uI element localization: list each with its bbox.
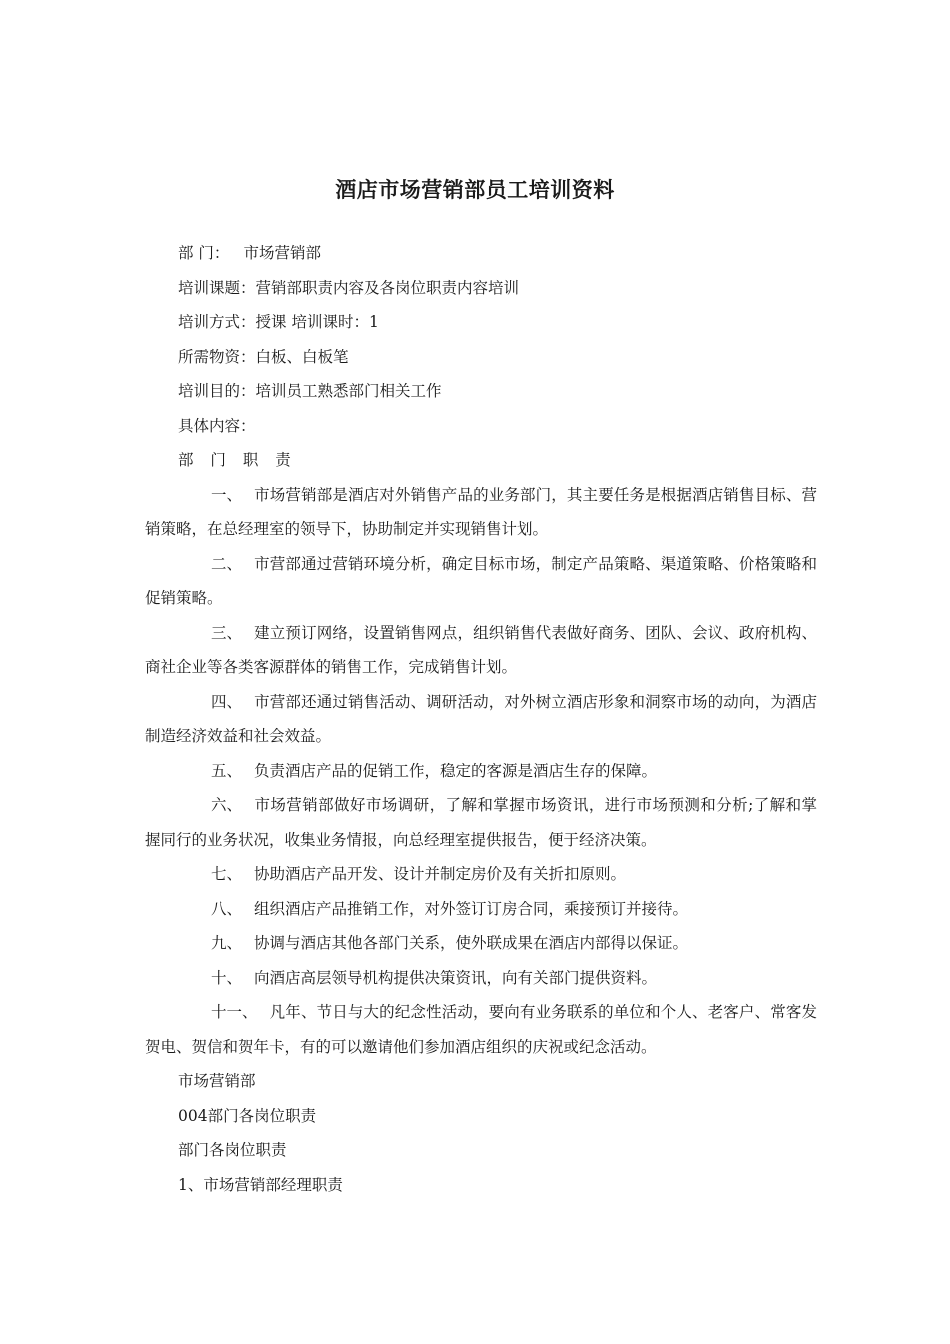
duty-text: 凡年、节日与大的纪念性活动，要向有业务联系的单位和个人、老客户、常客发贺电、贺信和贺年卡，有的可以邀请他们参加酒店组织的庆祝或纪念活动。 xyxy=(145,1003,817,1056)
duty-item xyxy=(145,926,817,961)
info-label: 培训课题： xyxy=(178,278,256,297)
duty-number: 九、 xyxy=(211,934,243,952)
info-label: 部 门： xyxy=(178,244,230,262)
duty-item xyxy=(145,995,817,1064)
footer-section-code: 004部门各岗位职责 xyxy=(178,1106,317,1125)
duty-text: 市营部还通过销售活动、调研活动，对外树立酒店形象和洞察市场的动向，为酒店制造经济效益和社会效益。 xyxy=(145,692,817,745)
info-value: 授课 培训课时：1 xyxy=(255,313,379,331)
duty-number: 三、 xyxy=(211,623,243,642)
duty-number: 二、 xyxy=(211,554,243,573)
duty-text: 市场营销部是酒店对外销售产品的业务部门，其主要任务是根据酒店销售目标、营销策略，在总经理室的领导下，协助制定并实现销售计划。 xyxy=(145,485,817,538)
duty-item xyxy=(145,961,817,996)
info-label: 所需物资： xyxy=(178,347,256,366)
duty-item xyxy=(145,685,817,754)
duty-number: 六、 xyxy=(211,796,243,814)
duty-text: 组织酒店产品推销工作，对外签订订房合同，乘接预订并接待。 xyxy=(254,899,689,918)
duty-number: 八、 xyxy=(211,899,243,918)
duty-number: 七、 xyxy=(211,865,243,883)
duty-text: 负责酒店产品的促销工作，稳定的客源是酒店生存的保障。 xyxy=(254,761,658,780)
info-topic xyxy=(145,271,817,306)
document-body xyxy=(145,236,817,1202)
duty-number: 十、 xyxy=(211,968,243,987)
duty-text: 市场营销部做好市场调研，了解和掌握市场资讯，进行市场预测和分析;了解和掌握同行的业务状况，收集业务情报，向总经理室提供报告，便于经济决策。 xyxy=(145,796,817,849)
duty-number: 十一、 xyxy=(211,1003,258,1021)
duty-item xyxy=(145,788,817,857)
footer-department: 市场营销部 xyxy=(178,1072,256,1090)
duty-item xyxy=(145,616,817,685)
duty-text: 协调与酒店其他各部门关系，使外联成果在酒店内部得以保证。 xyxy=(254,934,689,952)
info-value: 白板、白板笔 xyxy=(255,347,349,366)
info-label: 培训目的： xyxy=(178,382,256,400)
duty-item xyxy=(145,857,817,892)
info-label: 培训方式： xyxy=(178,313,256,331)
duty-number: 四、 xyxy=(211,692,243,711)
section-heading: 部 门 职 责 xyxy=(178,451,297,469)
info-purpose xyxy=(145,374,817,409)
info-label: 具体内容： xyxy=(178,416,256,435)
document-title: 酒店市场营销部员工培训资料 xyxy=(335,178,615,202)
info-department xyxy=(145,236,817,271)
duty-item xyxy=(145,892,817,927)
info-value: 市场营销部 xyxy=(243,244,321,262)
info-materials xyxy=(145,340,817,375)
duty-text: 市营部通过营销环境分析，确定目标市场，制定产品策略、渠道策略、价格策略和促销策略。 xyxy=(145,554,817,607)
duty-item xyxy=(145,478,817,547)
duty-item xyxy=(145,754,817,789)
footer-section-title: 部门各岗位职责 xyxy=(178,1141,287,1159)
info-content xyxy=(145,409,817,444)
info-value: 营销部职责内容及各岗位职责内容培训 xyxy=(255,278,520,297)
duty-item xyxy=(145,547,817,616)
duty-text: 向酒店高层领导机构提供决策资讯，向有关部门提供资料。 xyxy=(254,968,658,987)
info-method xyxy=(145,305,817,340)
duty-number: 一、 xyxy=(211,485,243,504)
duty-number: 五、 xyxy=(211,761,243,780)
duty-text: 协助酒店产品开发、设计并制定房价及有关折扣原则。 xyxy=(254,865,627,883)
footer-subsection: 1、市场营销部经理职责 xyxy=(178,1175,343,1194)
duty-text: 建立预订网络，设置销售网点，组织销售代表做好商务、团队、会议、政府机构、商社企业等各类客源群体的销售工作，完成销售计划。 xyxy=(145,623,817,676)
info-value: 培训员工熟悉部门相关工作 xyxy=(255,382,442,400)
